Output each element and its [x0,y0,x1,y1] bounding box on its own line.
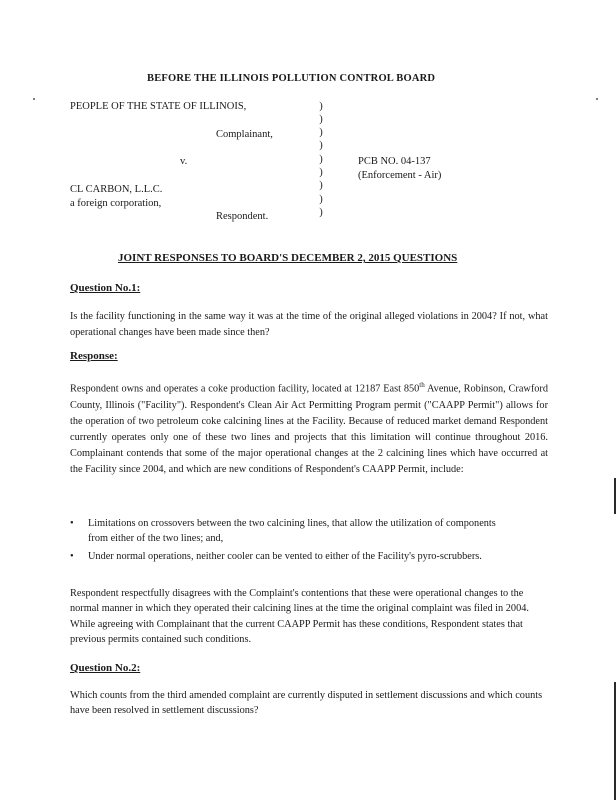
question-1-text: Is the facility functioning in the same way it was at the time of the original alleged violations in 2004? If not, what operational changes have been made since then? [70,311,548,339]
ordinal-suffix: th [419,381,425,389]
caption-paren: ) [319,194,323,205]
bullet-mark: • [70,518,74,529]
caption-paren: ) [319,101,323,112]
board-title: BEFORE THE ILLINOIS POLLUTION CONTROL BOARD [147,73,436,84]
caption-paren: ) [319,180,323,191]
question-2-label: Question No.2: [70,662,141,674]
question-2-text: Which counts from the third amended complaint are currently disputed in settlement discussions and which counts have been resolved in settlement discussions? [70,690,543,717]
case-number: PCB NO. 04-137 [358,156,431,167]
defendant-description: a foreign corporation, [70,198,162,209]
case-type: (Enforcement - Air) [358,170,442,181]
plaintiff-name: PEOPLE OF THE STATE OF ILLINOIS, [70,101,247,112]
response-paragraph-1 [70,377,548,479]
bullet-item-1: Limitations on crossovers between the two calcining lines, that allow the utilization of components from either of the two lines; and, [88,518,496,545]
defendant-role: Respondent. [216,211,269,222]
document-heading: JOINT RESPONSES TO BOARD'S DECEMBER 2, 2015 QUESTIONS [118,252,458,264]
scan-speck [596,98,598,100]
plaintiff-role: Complainant, [216,129,273,140]
scan-speck [33,98,35,100]
bullet-item-2: Under normal operations, neither cooler can be vented to either of the Facility's pyro-scrubbers. [88,551,482,562]
response-label: Response: [70,350,118,362]
caption-paren: ) [319,154,323,165]
caption-paren: ) [319,127,323,138]
bullet-mark: • [70,551,74,562]
response-p1-rest: Avenue, Robinson, Crawford County, Illinois ("Facility"). Respondent's Clean Air Act Permitting Program permit ("CAAPP Permit") allows for the operation of two petroleum coke calcining lines at the Facility. Because of reduced market demand Respondent currently operates only one of these two lines and projects that this limitation will continue throughout 2016. Complainant contends that some of the major operational changes at the 2 calcining lines which have occurred at the Facility since 2004, and which are new conditions of Respondent's CAAPP Permit, include: [70,383,549,476]
response-p1-start: Respondent owns and operates a coke production facility, located at 12187 East 850 [70,383,420,395]
caption-paren: ) [319,140,323,151]
caption-paren: ) [319,207,323,218]
question-1-label: Question No.1: [70,282,141,294]
versus: v. [180,156,188,167]
defendant-name: CL CARBON, L.L.C. [70,184,163,195]
caption-paren: ) [319,167,323,178]
caption-paren: ) [319,114,323,125]
response-paragraph-2: Respondent respectfully disagrees with the Complaint's contentions that these were operational changes to the normal manner in which they operated their calcining lines at the time the original complaint was filed in 2004. While agreeing with Complainant that the current CAAPP Permit has these conditions, Respondent states that previous permits contained such conditions. [70,588,529,646]
